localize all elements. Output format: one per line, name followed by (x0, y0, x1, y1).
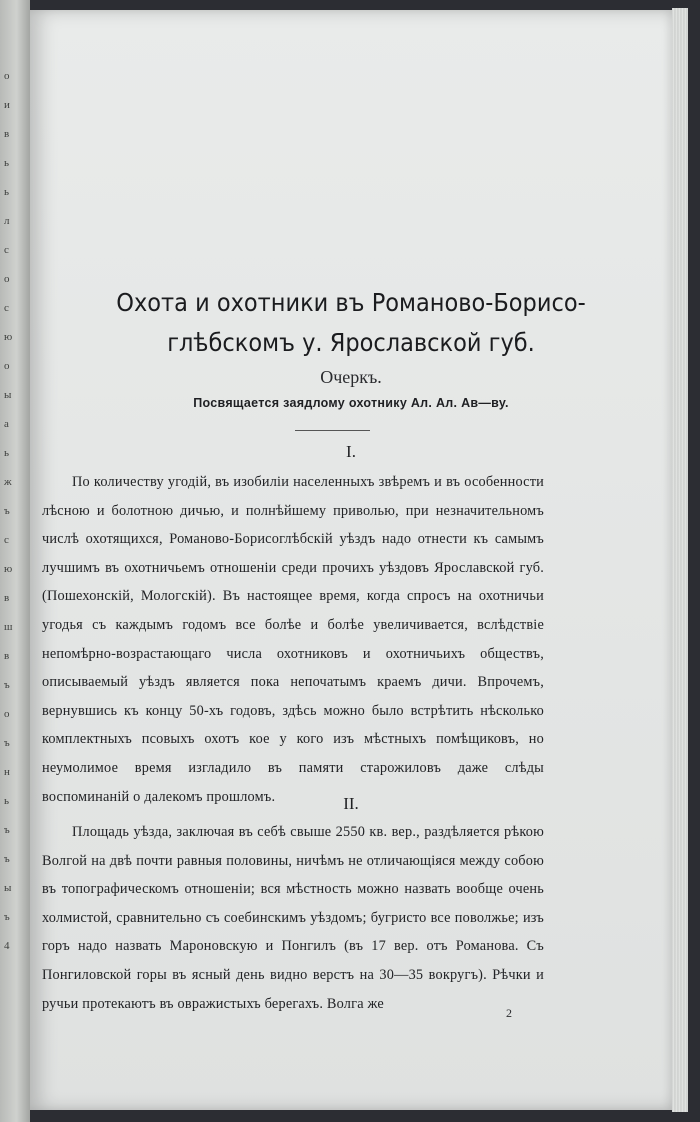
prev-page-text-fragment: с (4, 244, 9, 256)
prev-page-text-fragment: л (4, 215, 10, 227)
article-subtitle: Очеркъ. (320, 367, 382, 387)
prev-page-text-fragment: о (4, 70, 10, 82)
prev-page-text-fragment: в (4, 650, 10, 662)
prev-page-text-fragment: о (4, 360, 10, 372)
article-title-line-1: Охота и охотники въ Романово-Борисо- (116, 288, 586, 317)
prev-page-text-fragment: с (4, 302, 9, 314)
prev-page-text-fragment: ь (4, 447, 10, 459)
prev-page-text-fragment: ь (4, 186, 10, 198)
prev-page-text-fragment: ъ (4, 505, 10, 517)
prev-page-text-fragment: ь (4, 157, 10, 169)
prev-page-text-fragment: с (4, 534, 9, 546)
prev-page-text-fragment: ю (4, 331, 13, 343)
prev-page-text-fragment: ж (4, 476, 12, 488)
prev-page-text-fragment: ъ (4, 679, 10, 691)
prev-page-text-fragment: ъ (4, 737, 10, 749)
title-divider (295, 430, 370, 431)
prev-page-text-fragment: в (4, 128, 10, 140)
section-1-paragraph: По количеству угодій, въ изобиліи населенныхъ звѣремъ и въ особенности лѣсною и болотною дичью, и полнѣйшему приволью, при незначительномъ числѣ охотящихся, Романово-Борисоглѣбскій уѣздъ надо отнести къ самымъ лучшимъ въ охотничьемъ отношеніи среди прочихъ уѣздовъ Ярославской губ. (Пошехонскій, Мологскій). Въ настоящее время, когда спросъ на охотничьи угодья съ каждымъ годомъ все болѣе и болѣе увеличивается, вслѣдствіе непомѣрно-возрастающаго числа охотниковъ и охотничьихъ обществъ, описываемый уѣздъ является пока непочатымъ краемъ дичи. Впрочемъ, вернувшись къ концу 50-хъ годовъ, здѣсь можно было встрѣтить нѣсколько комплектныхъ псовыхъ охотъ кое у кого изъ мѣстныхъ помѣщиковъ, но неумолимое время изгладило въ памяти старожиловъ даже слѣды воспоминаній о далекомъ прошломъ. (42, 474, 544, 805)
section-1-number: I. (346, 442, 356, 461)
article-dedication: Посвящается заядлому охотнику Ал. Ал. Ав—ву. (193, 396, 509, 410)
prev-page-text-fragment: 4 (4, 940, 10, 952)
article-title-line-2: глѣбскомъ у. Ярославской губ. (167, 328, 535, 357)
prev-page-text-fragment: ь (4, 795, 10, 807)
page-stack-edge (672, 8, 688, 1112)
prev-page-text-fragment: ъ (4, 853, 10, 865)
prev-page-text-fragment: ы (4, 389, 12, 401)
prev-page-text-fragment: о (4, 708, 10, 720)
prev-page-text-fragment: ш (4, 621, 13, 633)
book-page (30, 10, 672, 1110)
prev-page-text-fragment: в (4, 592, 10, 604)
section-2-number: II. (343, 794, 359, 813)
prev-page-text-fragment: ъ (4, 824, 10, 836)
prev-page-text-fragment: и (4, 99, 10, 111)
page-number: 2 (506, 1006, 512, 1020)
prev-page-text-fragment: а (4, 418, 9, 430)
prev-page-text-fragment: н (4, 766, 10, 778)
previous-page-edge (0, 0, 30, 1122)
prev-page-text-fragment: о (4, 273, 10, 285)
prev-page-text-fragment: ы (4, 882, 12, 894)
page-content (30, 10, 672, 1110)
prev-page-text-fragment: ю (4, 563, 13, 575)
section-2-paragraph: Площадь уѣзда, заключая въ себѣ свыше 2550 кв. вер., раздѣляется рѣкою Волгой на двѣ почти равныя половины, ничѣмъ не отличающіяся между собою въ топографическомъ отношеніи; вся мѣстность можно назвать вообще очень холмистой, сравнительно съ соебинскимъ уѣздомъ; бугристо все поволжье; изъ горъ надо назвать Мароновскую и Понгилъ (въ 17 вер. отъ Романова. Съ Понгиловской горы въ ясный день видно верстъ на 30—35 вокругъ). Рѣчки и ручьи протекаютъ въ овражистыхъ берегахъ. Волга же (42, 824, 544, 1012)
prev-page-text-fragment: ъ (4, 911, 10, 923)
